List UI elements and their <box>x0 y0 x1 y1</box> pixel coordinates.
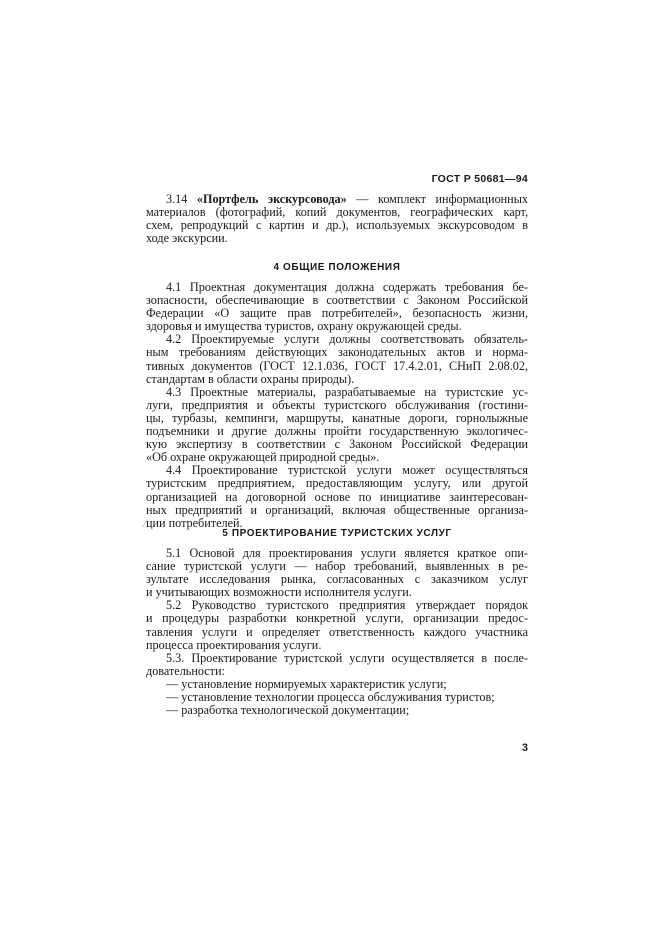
term-number: 3.14 <box>166 192 197 206</box>
text-line: 4.3 Проектные материалы, разрабатываемые на туристские ус- <box>166 384 528 399</box>
section-4-heading: 4 ОБЩИЕ ПОЛОЖЕНИЯ <box>273 262 401 273</box>
text-line: 4.2 Проектируемые услуги должны соответствовать обязатель- <box>166 332 528 347</box>
text-line: 5.1 Основой для проектирования услуги является краткое опи- <box>166 546 528 560</box>
text-line: «Об охране окружающей природной среды». <box>146 450 380 465</box>
text-line: 5.3. Проектирование туристской услуги осуществляется в после- <box>166 650 528 665</box>
text-line: 4.1 Проектная документация должна содержать требования бе- <box>166 280 528 294</box>
text-line: стандартам в области охраны природы). <box>146 371 355 386</box>
definition-line: схем, репродукций с картин и др.), используемых экскурсоводом в <box>146 218 528 233</box>
text-line: 5.2 Руководство туристского предприятия утверждает порядок <box>166 598 528 613</box>
text-line: ных предприятий и организаций, включая общественные организа- <box>146 502 528 517</box>
margin-mark: ⁄ <box>144 519 146 530</box>
text-line: тавления услуги и определяет ответственность каждого участника <box>146 624 528 639</box>
section-4-body <box>146 281 528 530</box>
text-line: подъемники и другие должны пройти государственную экологичес- <box>146 424 528 439</box>
definition-line: материалов (фотографий, копий документов, географических карт, <box>146 205 528 220</box>
text-line: и учитывающих возможности исполнителя услуги. <box>146 585 412 600</box>
section-5-heading: 5 ПРОЕКТИРОВАНИЕ ТУРИСТСКИХ УСЛУГ <box>222 528 452 539</box>
text-line: Федерации «О защите прав потребителей», безопасность жизни, <box>146 306 528 321</box>
definition-line: ходе экскурсии. <box>146 231 228 246</box>
text-line: зопасности, обеспечивающие в соответствии с Законом Российской <box>146 293 528 308</box>
text-line: ным требованиям действующих законодательных актов и норма- <box>146 345 528 360</box>
list-item: — установление технологии процесса обслуживания туристов; <box>166 690 495 705</box>
text-line: цы, турбазы, кемпинги, маршруты, канатные дороги, горнолыжные <box>146 410 528 425</box>
text-line: 4.4 Проектирование туристской услуги может осуществляться <box>166 463 528 478</box>
text-line: довательности: <box>146 663 225 678</box>
definition-line: — комплект информационных <box>346 192 528 206</box>
text-line: процесса проектирования услуги. <box>146 637 322 652</box>
text-line: кую экспертизу в соответствии с Законом Российской Федерации <box>146 437 528 452</box>
text-line: и процедуры разработки конкретной услуги, организации предос- <box>146 611 528 626</box>
text-line: зультате исследования рынка, согласованных с заказчиком услуг <box>146 572 528 587</box>
document-id-header: ГОСТ Р 50681—94 <box>431 173 528 185</box>
definition-3-14 <box>146 193 528 245</box>
text-line: луги, предприятия и объекты туристского обслуживания (гостини- <box>146 397 528 412</box>
list-item: — разработка технологической документации; <box>166 703 410 718</box>
page-number: 3 <box>521 742 528 754</box>
text-line: сание туристской услуги — набор требований, выявленных в ре- <box>146 559 528 574</box>
text-line: туристским предприятием, предоставляющим услугу, или другой <box>146 476 528 491</box>
text-line: тивных документов (ГОСТ 12.1.036, ГОСТ 17.4.2.01, СНиП 2.08.02, <box>146 358 528 373</box>
text-line: здоровья и имущества туристов, охрану окружающей среды. <box>146 319 462 334</box>
text-line: организацией на договорной основе по инициативе заинтересован- <box>146 489 528 504</box>
list-item: — установление нормируемых характеристик услуги; <box>166 676 447 691</box>
text-line: ции потребителей. <box>146 515 243 530</box>
section-5-body <box>146 547 528 717</box>
term-name: «Портфель экскурсовода» <box>196 192 347 206</box>
